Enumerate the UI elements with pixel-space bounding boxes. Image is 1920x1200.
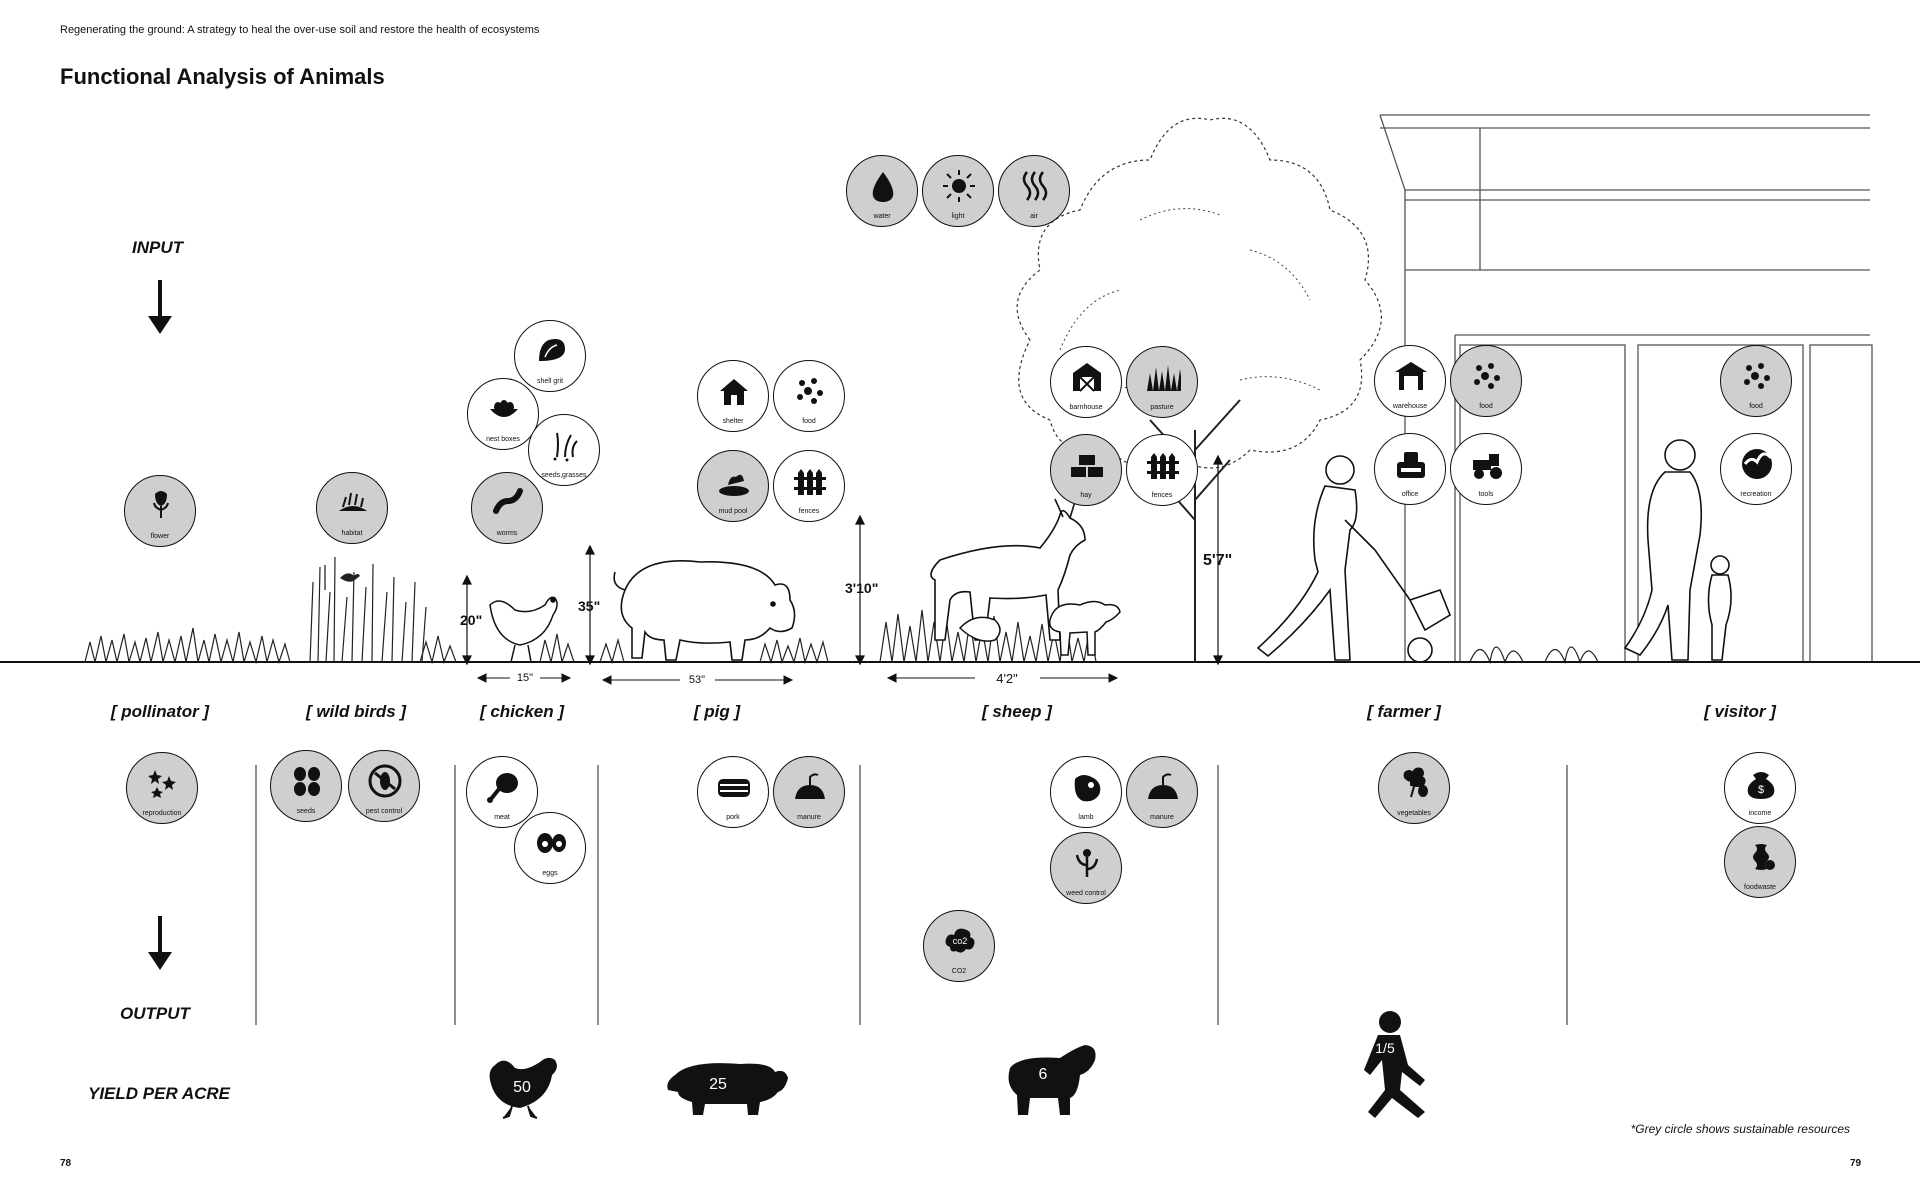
lamb-icon — [1069, 769, 1105, 805]
foodwaste-circle — [1724, 826, 1796, 898]
icon-label: habitat — [341, 530, 363, 537]
icon-label: CO2 — [951, 968, 967, 975]
icon-label: food — [1749, 403, 1763, 410]
air-icon — [1017, 168, 1053, 204]
food-circle — [773, 360, 845, 432]
manure-icon — [1145, 769, 1181, 805]
income-circle — [1724, 752, 1796, 824]
fences-icon — [792, 463, 828, 499]
warehouse-icon — [1393, 358, 1429, 394]
icon-label: manure — [797, 814, 821, 821]
icon-label: shelter — [722, 418, 744, 425]
seeds-grasses-icon — [547, 427, 583, 463]
water-circle — [846, 155, 918, 227]
mud-pool-circle — [697, 450, 769, 522]
yield-label: YIELD PER ACRE — [88, 1084, 231, 1103]
icon-label: seeds — [296, 808, 316, 815]
category-pig: [ pig ] — [693, 702, 741, 721]
nest-boxes-icon — [486, 391, 522, 427]
fences-icon — [1145, 447, 1181, 483]
icon-label: manure — [1150, 814, 1174, 821]
yield-sheep: 6 — [1038, 1066, 1048, 1083]
food-circle — [1450, 345, 1522, 417]
pork-icon — [716, 769, 752, 805]
page-number-left: 78 — [60, 1158, 72, 1169]
icon-label: reproduction — [142, 810, 182, 817]
width-label-sheep: 4'2" — [996, 671, 1018, 686]
shell-grit-icon — [533, 333, 569, 369]
hay-icon — [1069, 447, 1105, 483]
worms-icon — [490, 485, 526, 521]
shell-grit-circle — [514, 320, 586, 392]
office-circle — [1374, 433, 1446, 505]
recreation-circle — [1720, 433, 1792, 505]
tools-circle — [1450, 433, 1522, 505]
icon-label: shell grit — [536, 378, 564, 385]
icon-label: fences — [1151, 492, 1173, 499]
tools-icon — [1469, 446, 1505, 482]
svg-text:co2: co2 — [952, 936, 968, 946]
flower-circle — [124, 475, 196, 547]
shelter-circle — [697, 360, 769, 432]
column-dividers — [256, 765, 1567, 1025]
icon-label: fences — [798, 508, 820, 515]
person-silhouette-icon — [1364, 1011, 1425, 1118]
icon-label: hay — [1080, 492, 1092, 499]
office-icon — [1393, 446, 1429, 482]
water-icon — [865, 168, 901, 204]
worms-circle — [471, 472, 543, 544]
co2-circle — [923, 910, 995, 982]
header-line: Regenerating the ground: A strategy to heal the over-use soil and restore the health of ecosystems — [60, 24, 540, 36]
vegetables-circle — [1378, 752, 1450, 824]
barnhouse-icon — [1069, 359, 1105, 395]
fences-circle — [773, 450, 845, 522]
seeds-icon — [289, 763, 325, 799]
icon-label: seeds,grasses — [541, 472, 587, 479]
weed-control-icon — [1069, 845, 1105, 881]
icon-label: warehouse — [1392, 403, 1428, 410]
vegetables-icon — [1397, 765, 1433, 801]
meat-circle — [466, 756, 538, 828]
light-icon — [941, 168, 977, 204]
pig-silhouette-icon — [667, 1063, 788, 1115]
output-label: OUTPUT — [120, 1004, 190, 1023]
input-label: INPUT — [132, 238, 183, 257]
sheep-silhouette-icon — [1009, 1045, 1096, 1115]
svg-text:$: $ — [1757, 784, 1765, 796]
icon-label: food — [802, 418, 816, 425]
down-arrow-icon — [148, 280, 172, 334]
foodwaste-icon — [1743, 839, 1779, 875]
warehouse-circle — [1374, 345, 1446, 417]
width-label-pig: 53" — [688, 674, 706, 686]
category-visitor: [ visitor ] — [1704, 702, 1776, 721]
light-circle — [922, 155, 994, 227]
icon-label: food — [1479, 403, 1493, 410]
icon-label: mud pool — [718, 508, 748, 515]
chicken-illustration — [490, 597, 557, 662]
icon-label: flower — [150, 533, 170, 540]
icon-label: lamb — [1078, 814, 1094, 821]
icon-label: nest boxes — [486, 436, 520, 443]
income-icon — [1743, 765, 1779, 801]
category-chicken: [ chicken ] — [479, 702, 565, 721]
grass-illustration — [85, 557, 1598, 662]
width-label-chicken: 15" — [516, 672, 534, 684]
reproduction-circle — [126, 752, 198, 824]
icon-label: pest control — [365, 808, 403, 815]
icon-label: meat — [494, 814, 510, 821]
lamb-circle — [1050, 756, 1122, 828]
pasture-circle — [1126, 346, 1198, 418]
manure-circle — [1126, 756, 1198, 828]
down-arrow-icon — [148, 916, 172, 970]
width-dimension-lines — [478, 674, 1117, 684]
yield-pig: 25 — [709, 1076, 727, 1093]
page-number-right: 79 — [1850, 1158, 1862, 1169]
icon-label: office — [1401, 491, 1419, 498]
yield-farmer: 1/5 — [1375, 1040, 1395, 1056]
barnhouse-circle — [1050, 346, 1122, 418]
seeds-circle — [270, 750, 342, 822]
yield-chicken: 50 — [513, 1079, 531, 1096]
recreation-icon — [1739, 446, 1775, 482]
weed-control-circle — [1050, 832, 1122, 904]
pest-control-circle — [348, 750, 420, 822]
food-icon — [792, 373, 828, 409]
height-label-pig: 35" — [578, 598, 601, 614]
height-label-chicken: 20" — [460, 612, 483, 628]
page-title: Functional Analysis of Animals — [60, 64, 385, 89]
food-icon — [1739, 358, 1775, 394]
hay-circle — [1050, 434, 1122, 506]
height-label-farmer: 5'7" — [1203, 552, 1233, 569]
icon-label: pasture — [1150, 404, 1174, 411]
icon-label: air — [1030, 213, 1038, 220]
icon-label: foodwaste — [1744, 884, 1776, 891]
icon-label: tools — [1478, 491, 1494, 498]
icon-label: income — [1748, 810, 1772, 817]
height-label-sheep: 3'10" — [845, 580, 879, 596]
fences-circle — [1126, 434, 1198, 506]
category-farmer: [ farmer ] — [1367, 702, 1441, 721]
icon-label: pork — [726, 814, 740, 821]
reproduction-icon — [145, 765, 181, 801]
icon-label: water — [873, 213, 891, 220]
category-pollinator: [ pollinator ] — [110, 702, 210, 721]
food-circle — [1720, 345, 1792, 417]
bird-illustration — [340, 573, 360, 581]
flower-icon — [143, 488, 179, 524]
pork-circle — [697, 756, 769, 828]
eggs-circle — [514, 812, 586, 884]
habitat-icon — [335, 485, 371, 521]
co2-icon — [942, 923, 978, 959]
icon-label: barnhouse — [1069, 404, 1103, 411]
mud-pool-icon — [716, 463, 752, 499]
icon-label: vegetables — [1397, 810, 1431, 817]
nest-boxes-circle — [467, 378, 539, 450]
eggs-icon — [533, 825, 569, 861]
pasture-icon — [1145, 359, 1181, 395]
category-sheep: [ sheep ] — [982, 702, 1052, 721]
seeds-grasses-circle — [528, 414, 600, 486]
manure-circle — [773, 756, 845, 828]
footnote: *Grey circle shows sustainable resources — [1630, 1122, 1850, 1136]
meat-icon — [485, 769, 521, 805]
pig-illustration — [614, 561, 794, 660]
icon-label: recreation — [1740, 491, 1772, 498]
visitor-illustration — [1625, 440, 1731, 660]
shelter-icon — [716, 373, 752, 409]
food-icon — [1469, 358, 1505, 394]
air-circle — [998, 155, 1070, 227]
manure-icon — [792, 769, 828, 805]
icon-label: light — [951, 213, 965, 220]
icon-label: eggs — [542, 870, 558, 877]
category-wild-birds: [ wild birds ] — [305, 702, 407, 721]
habitat-circle — [316, 472, 388, 544]
icon-label: worms — [496, 530, 518, 537]
icon-label: weed control — [1066, 890, 1106, 897]
pest-control-icon — [367, 763, 403, 799]
